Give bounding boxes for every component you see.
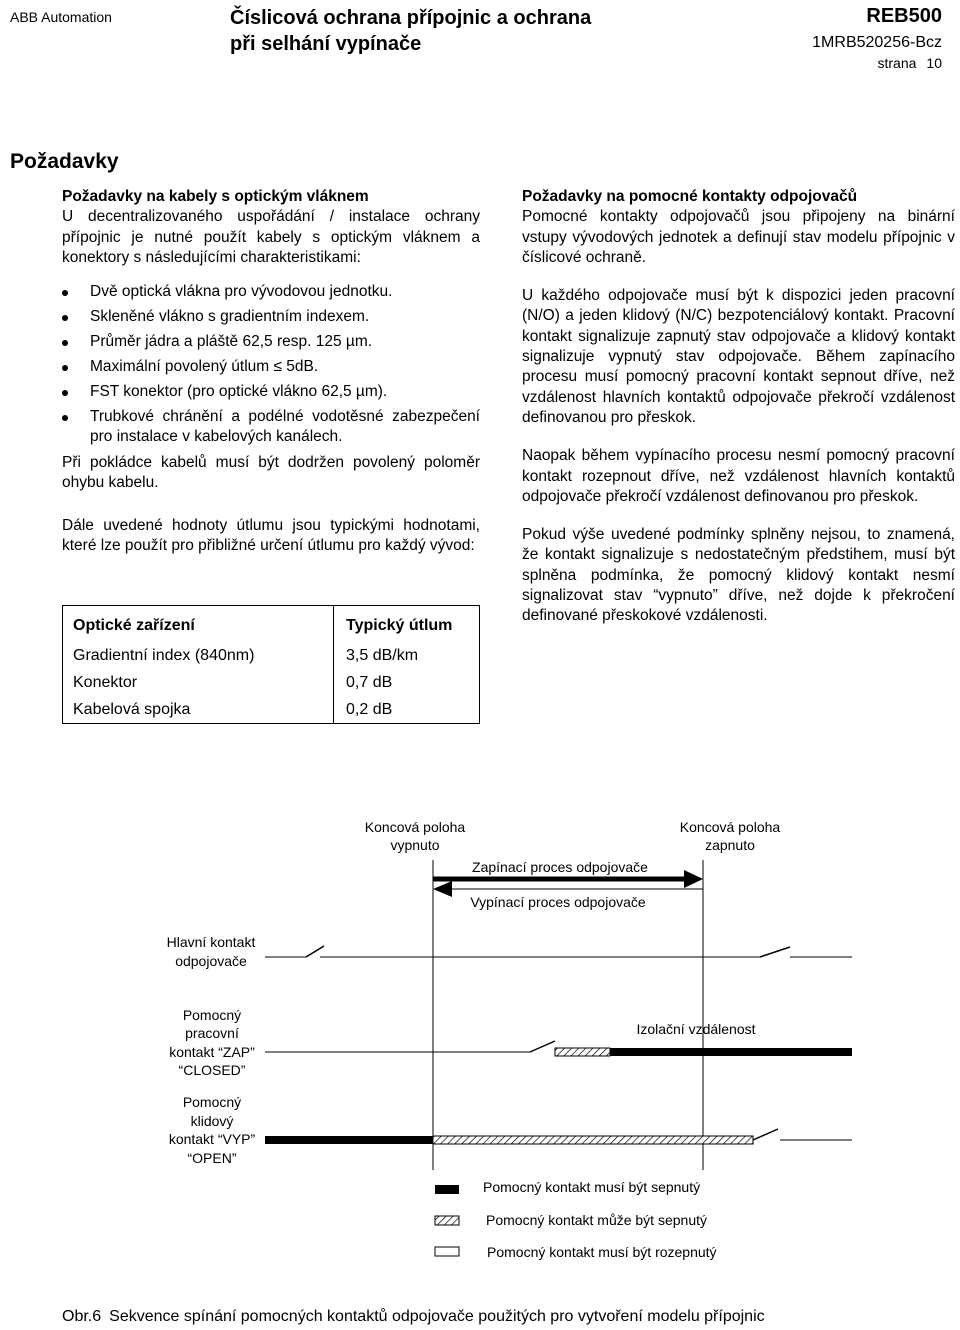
document-title bbox=[230, 5, 591, 57]
opening-process-label: Vypínací proces odpojovače bbox=[470, 894, 646, 910]
page-number: 10 bbox=[926, 55, 942, 71]
main-contact-label-2: odpojovače bbox=[175, 953, 247, 969]
bullet-icon bbox=[62, 340, 68, 346]
table-cell: Kabelová spojka bbox=[73, 700, 191, 718]
fiber-requirements-list bbox=[62, 282, 480, 447]
switching-sequence-diagram bbox=[0, 800, 960, 1280]
bullet-icon bbox=[62, 390, 68, 396]
page-label: strana bbox=[877, 55, 917, 71]
table-cell: 3,5 dB/km bbox=[334, 642, 480, 669]
aux-no-label-4: “CLOSED” bbox=[178, 1062, 246, 1078]
aux-no-label: Pomocný bbox=[182, 1007, 242, 1023]
list-item: FST konektor (pro optické vlákno 62,5 µm). bbox=[62, 382, 480, 402]
bullet-icon bbox=[62, 415, 68, 421]
fiber-intro: U decentralizovaného uspořádání / instalace ochrany přípojnic je nutné použít kabely s optickým vláknem a konektory s následujícími charakteristikami: bbox=[62, 208, 480, 266]
end-position-on-label: Koncová poloha bbox=[679, 819, 781, 835]
bend-radius-note: Při pokládce kabelů musí být dodržen povolený poloměr ohybu kabelu. bbox=[62, 454, 480, 492]
end-position-on-label-2: zapnuto bbox=[705, 837, 755, 853]
aux-no-label-3: kontakt “ZAP” bbox=[169, 1044, 255, 1060]
aux-nc-label-3: kontakt “VYP” bbox=[168, 1131, 256, 1147]
legend-must-closed-label: Pomocný kontakt musí být sepnutý bbox=[483, 1179, 701, 1195]
left-column bbox=[62, 187, 480, 556]
list-item: Průměr jádra a pláště 62,5 resp. 125 µm. bbox=[62, 332, 480, 352]
end-position-off-label: Koncová poloha bbox=[364, 819, 466, 835]
isolation-distance-label: Izolační vzdálenost bbox=[636, 1021, 756, 1037]
table-row bbox=[63, 642, 480, 669]
aux-contacts-p4: Pokud výše uvedené podmínky splněny nejsou, to znamená, že kontakt signalizuje s nedostatečným předstihem, musí být splněna podmínka, že pomocný klidový kontakt nesmí signalizovat stav “vypnuto” dříve, než dojde k překročení definované přeskokové vzdálenosti. bbox=[522, 526, 955, 625]
table-cell: 0,2 dB bbox=[334, 696, 480, 724]
table-header-row bbox=[63, 606, 480, 643]
closing-arrow-head bbox=[684, 870, 703, 888]
product-name: REB500 bbox=[866, 5, 942, 27]
column-header: Typický útlum bbox=[334, 606, 480, 643]
table-cell: Konektor bbox=[73, 673, 138, 691]
figure-caption bbox=[62, 1308, 765, 1326]
closing-process-label: Zapínací proces odpojovače bbox=[472, 859, 648, 875]
aux-nc-label: Pomocný bbox=[182, 1094, 242, 1110]
list-item: Trubkové chránění a podélné vodotěsné zabezpečení pro instalace v kabelových kanálech. bbox=[62, 407, 480, 447]
table-cell: 0,7 dB bbox=[334, 669, 480, 696]
aux-no-label-2: pracovní bbox=[185, 1025, 239, 1041]
list-item: Dvě optická vlákna pro vývodovou jednotku. bbox=[62, 282, 480, 302]
document-number: 1MRB520256-Bcz bbox=[812, 34, 942, 51]
company-name: ABB Automation bbox=[10, 9, 112, 25]
bullet-icon bbox=[62, 315, 68, 321]
legend-must-open-swatch bbox=[435, 1247, 459, 1256]
figure-label: Obr.6 bbox=[62, 1308, 102, 1325]
list-item: Maximální povolený útlum ≤ 5dB. bbox=[62, 357, 480, 377]
aux-no-must-close-bar bbox=[610, 1048, 852, 1056]
document-title-line2: při selhání vypínače bbox=[230, 33, 422, 55]
right-column bbox=[522, 187, 955, 627]
legend-must-open-label: Pomocný kontakt musí být rozepnutý bbox=[487, 1244, 717, 1260]
attenuation-table bbox=[62, 605, 480, 724]
aux-contacts-p1: Pomocné kontakty odpojovačů jsou připojeny na binární vstupy vývodových jednotek a definují stav modelu přípojnic v číslicové ochraně. bbox=[522, 208, 955, 266]
aux-no-blade bbox=[530, 1041, 555, 1052]
bullet-icon bbox=[62, 290, 68, 296]
table-cell: Gradientní index (840nm) bbox=[73, 646, 255, 664]
page-indicator bbox=[878, 55, 943, 71]
attenuation-intro: Dále uvedené hodnoty útlumu jsou typickými hodnotami, které lze použít pro přibližné určení útlumu pro každý vývod: bbox=[62, 516, 480, 555]
aux-nc-blade bbox=[753, 1129, 778, 1140]
opening-arrow-head bbox=[433, 881, 452, 897]
legend-must-closed-swatch bbox=[435, 1185, 459, 1194]
aux-nc-label-4: “OPEN” bbox=[187, 1150, 237, 1166]
section-title: Požadavky bbox=[10, 150, 119, 173]
column-header: Optické zařízení bbox=[73, 617, 195, 634]
end-position-off-label-2: vypnuto bbox=[390, 837, 440, 853]
main-contact-label: Hlavní kontakt bbox=[166, 934, 256, 950]
aux-nc-may-close-bar bbox=[433, 1136, 753, 1144]
aux-nc-must-close-bar bbox=[265, 1136, 433, 1144]
aux-nc-label-2: klidový bbox=[190, 1113, 234, 1129]
bullet-icon bbox=[62, 365, 68, 371]
list-item: Skleněné vlákno s gradientním indexem. bbox=[62, 307, 480, 327]
aux-no-may-close-bar bbox=[555, 1048, 610, 1056]
fiber-heading: Požadavky na kabely s optickým vláknem bbox=[62, 188, 369, 205]
aux-contacts-p2: U každého odpojovače musí být k dispozici jeden pracovní (N/O) a jeden klidový (N/C) bezpotenciálový kontakt. Pracovní kontakt signalizuje zapnutý stav odpojovače a klidový kontakt signalizuje vypnutý stav odpojovače. Během zapínacího procesu musí pomocný pracovní kontakt sepnout dříve, než vzdálenost hlavních kontaktů odpojovače překročí vzdálenost definovanou pro přeskok. bbox=[522, 287, 955, 426]
legend-may-closed-swatch bbox=[435, 1216, 459, 1225]
table-row bbox=[63, 696, 480, 724]
aux-contacts-heading: Požadavky na pomocné kontakty odpojovačů bbox=[522, 188, 858, 205]
main-contact-blade bbox=[306, 946, 324, 957]
legend-may-closed-label: Pomocný kontakt může být sepnutý bbox=[486, 1212, 707, 1228]
aux-contacts-p3: Naopak během vypínacího procesu nesmí pomocný pracovní kontakt rozepnout dříve, než vzdálenost hlavních kontaktů odpojovače překročí vzdálenost definovanou pro přeskok. bbox=[522, 447, 955, 505]
figure-caption-text: Sekvence spínání pomocných kontaktů odpojovače použitých pro vytvoření modelu přípojnic bbox=[109, 1308, 765, 1325]
main-contact-blade-2 bbox=[760, 947, 790, 957]
table-row bbox=[63, 669, 480, 696]
document-title-line1: Číslicová ochrana přípojnic a ochrana bbox=[230, 7, 592, 29]
